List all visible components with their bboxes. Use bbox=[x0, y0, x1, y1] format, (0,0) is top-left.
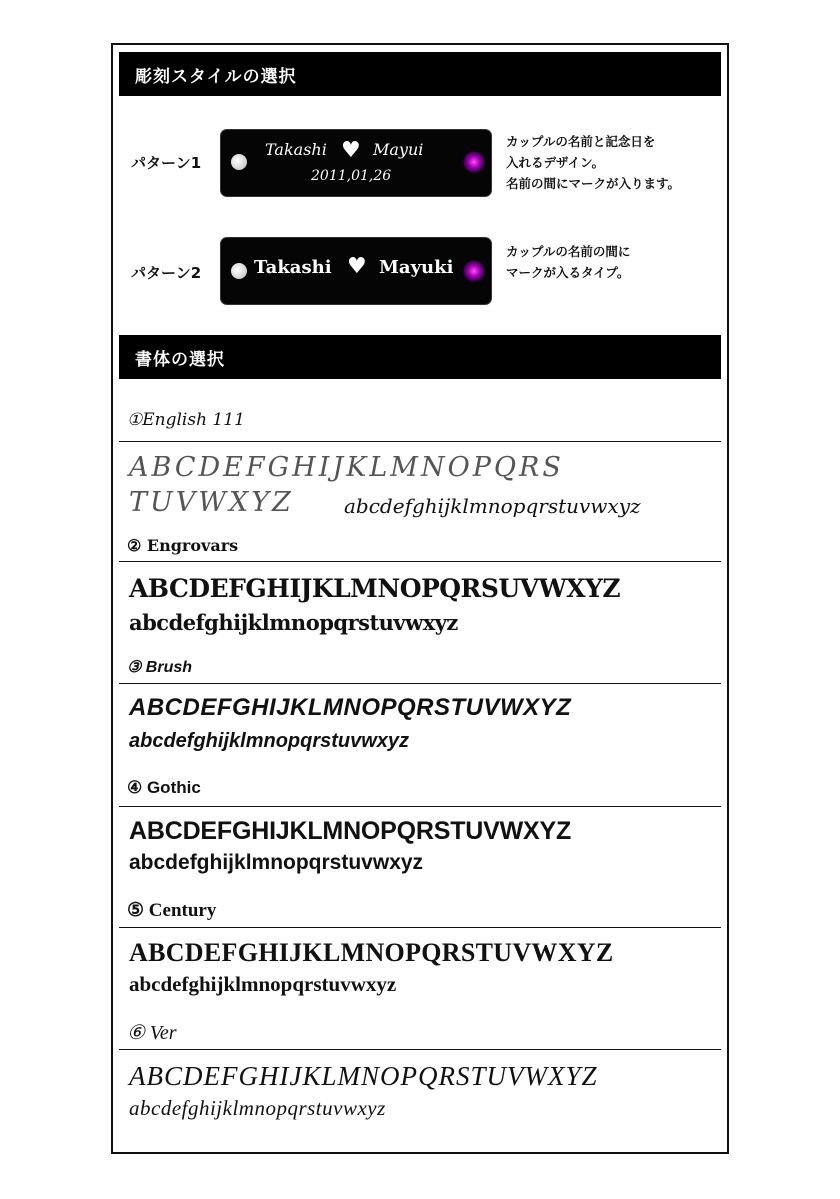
plate-name-left: Takashi bbox=[265, 140, 327, 159]
pattern-2-description: カップルの名前の間に マークが入るタイプ。 bbox=[506, 244, 631, 280]
plate-name-right: Mayui bbox=[373, 140, 424, 159]
font-1-upper-line1: ABCDEFGHIJKLMNOPQRS bbox=[129, 452, 564, 483]
plate-hole-icon bbox=[231, 263, 247, 279]
font-6-lower: abcdefghijklmnopqrstuvwxyz bbox=[129, 1096, 386, 1120]
plate-name-right: Mayuki bbox=[379, 257, 454, 278]
font-5-title: ⑤ Century bbox=[127, 900, 217, 921]
divider bbox=[119, 441, 721, 442]
divider bbox=[119, 927, 721, 928]
font-6-upper: ABCDEFGHIJKLMNOPQRSTUVWXYZ bbox=[129, 1061, 598, 1091]
font-2-upper: ABCDEFGHIJKLMNOPQRSUVWXYZ bbox=[129, 574, 621, 603]
font-4-upper: ABCDEFGHIJKLMNOPQRSTUVWXYZ bbox=[129, 817, 572, 845]
plate-date: 2011,01,26 bbox=[311, 168, 392, 184]
font-4-lower: abcdefghijklmnopqrstuvwxyz bbox=[129, 851, 424, 874]
font-1-title: ①English 111 bbox=[127, 410, 245, 430]
plate-hole-icon bbox=[231, 154, 247, 170]
typeface-header bbox=[119, 335, 721, 379]
pattern-2-plate bbox=[221, 238, 491, 304]
font-3-upper: ABCDEFGHIJKLMNOPQRSTUVWXYZ bbox=[129, 694, 572, 721]
purple-stone-icon bbox=[463, 151, 485, 173]
heart-icon: ♥ bbox=[341, 138, 361, 163]
pattern-2-label: パターン2 bbox=[131, 264, 202, 282]
engraving-style-title: 彫刻スタイルの選択 bbox=[135, 66, 297, 87]
font-3-lower: abcdefghijklmnopqrstuvwxyz bbox=[129, 730, 410, 752]
font-5-lower: abcdefghijklmnopqrstuvwxyz bbox=[129, 972, 397, 996]
plate-name-left: Takashi bbox=[254, 257, 332, 278]
font-4-title: ④ Gothic bbox=[127, 778, 201, 797]
typeface-title: 書体の選択 bbox=[135, 349, 225, 370]
pattern-1-label: パターン1 bbox=[131, 154, 202, 172]
font-5-upper: ABCDEFGHIJKLMNOPQRSTUVWXYZ bbox=[129, 938, 614, 967]
divider bbox=[119, 1049, 721, 1050]
divider bbox=[119, 561, 721, 562]
engraving-style-header bbox=[119, 52, 721, 96]
divider bbox=[119, 806, 721, 807]
font-6-title: ⑥ Ver bbox=[127, 1022, 177, 1044]
pattern-1-plate bbox=[221, 130, 491, 196]
pattern-1-description: カップルの名前と記念日を 入れるデザイン。 名前の間にマークが入ります。 bbox=[506, 134, 681, 191]
heart-icon: ♥ bbox=[347, 254, 367, 279]
font-1-upper-line2: TUVWXYZ bbox=[129, 487, 294, 518]
divider bbox=[119, 683, 721, 684]
font-2-lower: abcdefghijklmnopqrstuvwxyz bbox=[129, 610, 458, 635]
font-2-title: ② Engrovars bbox=[127, 536, 239, 555]
font-1-lower: abcdefghijklmnopqrstuvwxyz bbox=[344, 494, 641, 518]
purple-stone-icon bbox=[463, 260, 485, 282]
font-3-title: ③ Brush bbox=[127, 659, 193, 676]
